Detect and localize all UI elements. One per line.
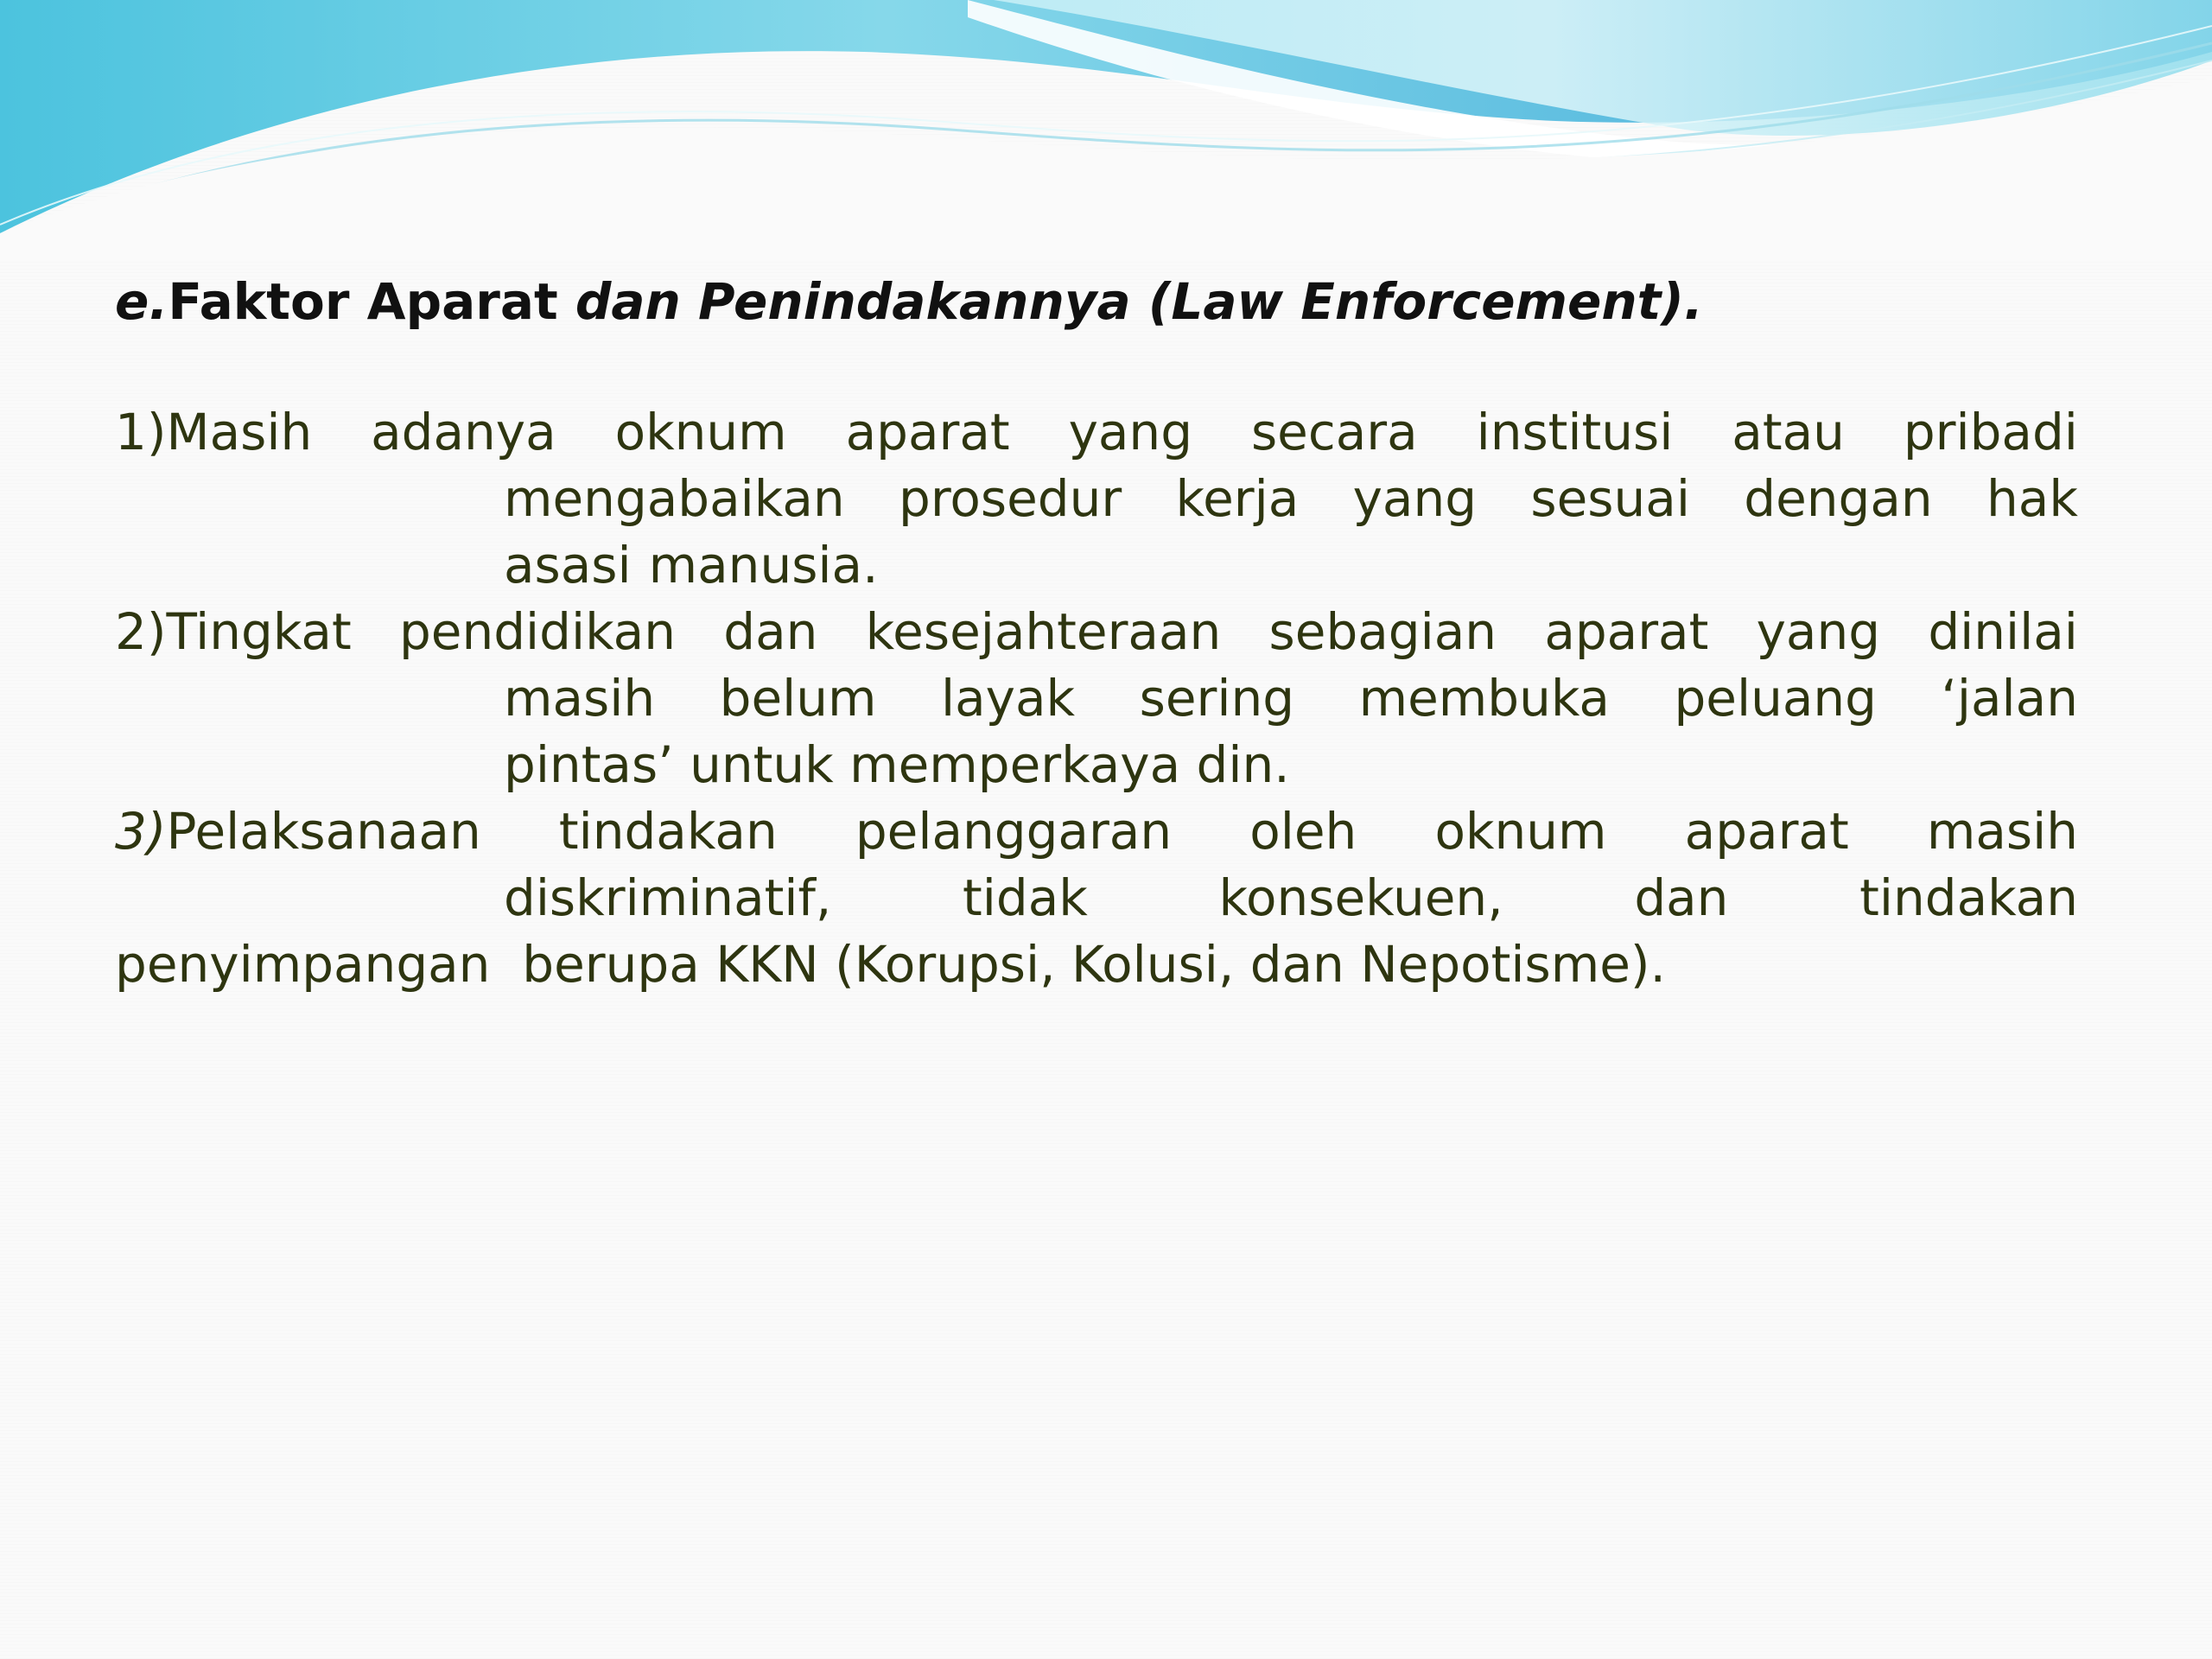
list-item-word: pribadi [1903, 403, 2078, 461]
list-item-word: oleh [1249, 802, 1357, 861]
list-item-word: ‘jalan [1941, 669, 2078, 728]
list-item-word: sebagian [1268, 602, 1497, 661]
slide-content [115, 268, 2078, 998]
list-item-word: aparat [1544, 602, 1709, 661]
wave-header-decoration [0, 0, 2212, 259]
list-item-line [115, 599, 2078, 665]
list-item-word: dan [1634, 868, 1729, 927]
list-item-line [115, 798, 2078, 865]
list-item-line [504, 532, 2078, 599]
list-item-word: konsekuen, [1218, 868, 1503, 927]
list-item-number: 1) [115, 403, 167, 461]
list-item-word: yang [1756, 602, 1881, 661]
list-item-word: dinilai [1928, 602, 2078, 661]
list-item-line [115, 399, 2078, 466]
list-item-line [504, 865, 2078, 931]
list-item-word: secara [1250, 403, 1418, 461]
list-item-word-text: Masih [166, 403, 313, 461]
list-item-word: dan [723, 602, 818, 661]
list-item-word: yang [1352, 469, 1478, 528]
heading-italic-text: dan Penindakannya (Law Enforcement). [575, 272, 1703, 331]
list-item-word: oknum [1434, 802, 1607, 861]
list-item-word: masih [504, 669, 656, 728]
list-item-word: dengan [1744, 469, 1933, 528]
list-item-word-text: Pelaksanaan [166, 802, 481, 861]
list-item-word: penyimpangan berupa KKN (Korupsi, Kolusi, dan Nepotisme). [115, 935, 1666, 994]
list-item-word: tindakan [1859, 868, 2078, 927]
list-item-line [504, 732, 2078, 798]
list-item-word: masih [1926, 802, 2078, 861]
list-item [115, 399, 2078, 599]
list-item-word: peluang [1674, 669, 1877, 728]
list-item-word: layak [941, 669, 1076, 728]
list-item-word: tidak [963, 868, 1088, 927]
list-item-word [115, 599, 352, 665]
list-item-word: yang [1068, 403, 1193, 461]
list-item-word: belum [719, 669, 877, 728]
list-item-word: mengabaikan [504, 469, 845, 528]
list-item-word [115, 798, 481, 865]
list-item-word: tindakan [558, 802, 778, 861]
list-item-word: diskriminatif, [504, 868, 832, 927]
factor-list [115, 399, 2078, 998]
list-item-word: sering [1139, 669, 1295, 728]
list-item [115, 798, 2078, 998]
heading-bold-text: Faktor Aparat [168, 272, 575, 331]
list-item-word: manusia. [648, 536, 879, 594]
list-item-word: hak [1986, 469, 2078, 528]
list-item-word: kesejahteraan [865, 602, 1222, 661]
list-item-word: aparat [1684, 802, 1849, 861]
list-item-line [504, 665, 2078, 732]
list-item-word: pelanggaran [855, 802, 1173, 861]
list-item-word: aparat [845, 403, 1010, 461]
list-item-word: atau [1732, 403, 1845, 461]
list-item [115, 599, 2078, 798]
list-item-word: prosedur [899, 469, 1122, 528]
list-item-word: adanya [371, 403, 556, 461]
list-item-line [115, 931, 2078, 998]
list-item-line [504, 466, 2078, 532]
list-item-number: 3) [115, 802, 167, 861]
list-item-word: pintas’ untuk memperkaya din. [504, 735, 1290, 794]
heading-prefix: e. [115, 272, 168, 331]
list-item-number: 2) [115, 602, 167, 661]
slide-heading [115, 268, 2078, 335]
list-item-word [115, 399, 312, 466]
list-item-word: kerja [1175, 469, 1300, 528]
list-item-word: membuka [1358, 669, 1610, 728]
list-item-word: oknum [614, 403, 787, 461]
list-item-word: sesuai [1530, 469, 1690, 528]
list-item-word: institusi [1476, 403, 1674, 461]
list-item-word: asasi [504, 536, 632, 594]
list-item-word: pendidikan [398, 602, 676, 661]
list-item-word-text: Tingkat [166, 602, 352, 661]
